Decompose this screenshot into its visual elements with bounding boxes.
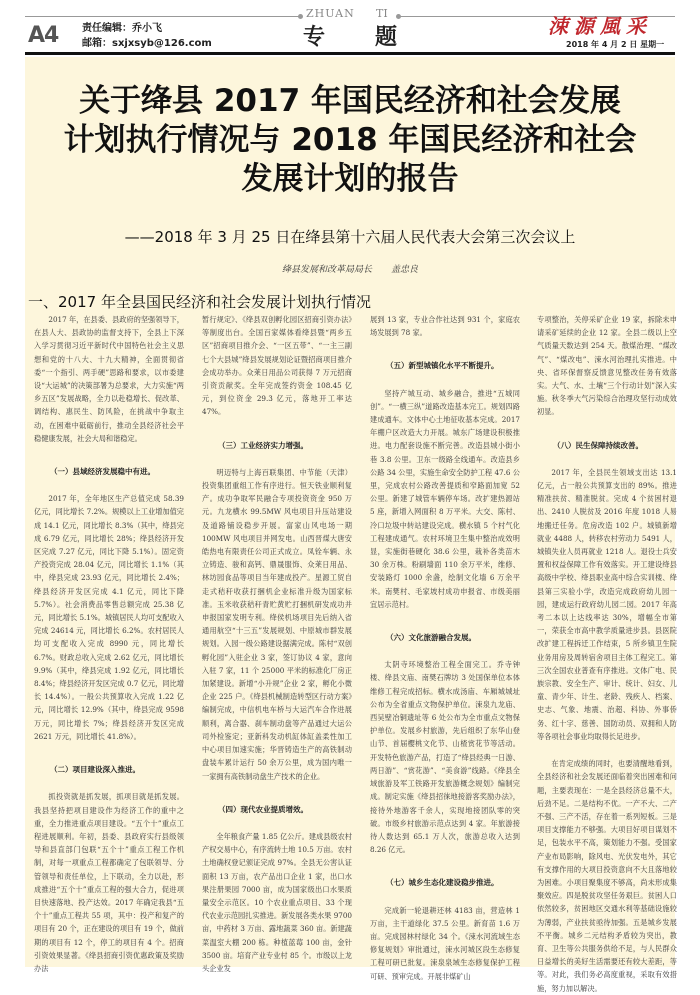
author-name: 盖忠良 bbox=[390, 265, 418, 275]
title-line: 计划执行情况与 2018 年国民经济和社会 bbox=[63, 122, 637, 158]
masthead-dot-right bbox=[396, 14, 401, 19]
paragraph: 全年粮食产量 1.85 亿公斤。建成县级农村产权交易中心，有序流转土地 10.5 万亩。农村土地确权登记颁证完成 97%。全县无公害认证面积 13 万亩，农产品出口企业 1 家，出口水果注册果园 7000 亩，成为国家级出口水果质量安全示范区。10 个农业重点项目、33 个现代农业示范园扎实推进。新发展各类水果 9700 亩，中药材 3 万亩、露地蔬菜 360 亩。新建蔬菜温室大棚 200 栋。种植蓝莓 100 亩，金针 3500 亩。培育产业专业村 85 个。市级以上龙头企业发 bbox=[202, 831, 352, 973]
section-heading: 一、2017 年全县国民经济和社会发展计划执行情况 bbox=[28, 293, 371, 311]
title-line: 发展计划的报告 bbox=[241, 161, 459, 197]
section-pinyin-right: TI bbox=[376, 7, 388, 20]
page-number: A4 bbox=[28, 23, 59, 48]
title-line: 关于绛县 2017 年国民经济和社会发展 bbox=[79, 83, 621, 119]
paragraph: 坚持产城互动、城乡融合，推进“五城同创”。“一横三纵”道路改造基本完工。规划四路建成通车。文体中心土地征收基本完成。2017 年棚户区改造大力开展。城东广场建设积极推进。电力配套设施不断完善。改造县城小街小巷 3.8 公里。卫东一级路全线通车。改造县乡公路 34 公里，实施生命安全防护工程 47.6 公里，完成农村公路改善提质和窄路面加宽 52 公里。新建了城管车辆停车场。改扩建热源站 5 座，新增入网面积 8 万平米。大交、陈村、冷口垃圾中转站建设完成。横水镇 5 个村气化工程建成通气。农村环境卫生集中整治成效明显，实施街巷硬化 38.6 公里，栽补各类苗木 30 余万株。粉刷墙面 110 余万平米，维修、安装路灯 1000 余盏，绘制文化墙 6 万余平米。南樊村、毛家坡村成功申报省、市级美丽宜居示范村。 bbox=[370, 388, 520, 609]
byline bbox=[25, 262, 675, 275]
editor-email: 邮箱：sxjxsyb@126.com bbox=[82, 38, 212, 49]
article-subtitle: ——2018 年 3 月 25 日在绛县第十六届人民代表大会第三次会议上 bbox=[124, 228, 576, 246]
editor-name: 责任编辑：乔小飞 bbox=[82, 23, 162, 34]
subheading: （四）现代农业提质增效。 bbox=[218, 804, 308, 814]
paragraph: 展到 13 家，专业合作社达到 931 个，家庭农场发展到 78 家。 bbox=[370, 315, 520, 338]
paragraph: 完成新一轮退耕还林 4183 亩，营造林 1 万亩，主干道绿化 37.5 公里。新育苗 1.6 万亩。完成园林村绿化 34 个。《涑水河流域生态修复规划》审批通过，涑水河城区段生态修复工程可研已批复。涑泉泉域生态修复保护工程可研、预审完成。开展非煤矿山 bbox=[370, 905, 520, 981]
paragraph: 2017 年，全县民生领域支出达 13.1 亿元，占一般公共预算支出的 89%。推进精准扶贫、精准脱贫。完成 4 个贫困村退出、2410 人脱贫及 2016 年度 1018 人易地搬迁任务。危房改造 102 户。城镇新增就业 4488 人，转移农村劳动力 5491 人，城镇失业人员再就业 1218 人。退役士兵安置和权益保障工作有效落实。开工建设绛县高级中学校、绛县职业高中综合实训楼、绛县第三实验小学，改造完成政府幼儿园一园，建成运行政府幼儿园二园。2017 年高考二本以上达线率达 30%，增幅全市第一，荣获全市高中教学质量进步县。县医院改扩建工程拆迁工作结束，5 所乡镇卫生院业务用房及周转宿舍项目主体工程完工。第三次全国农业普查有序推进。文体广电、民族宗教、安全生产、审计、统计、妇女、儿童、青少年、计生、老龄、残疾人、档案、史志、气象、地震、治超、科协、外事侨务、红十字、慈善、国防动员、双拥和人防等各项社会事业均取得长足进步。 bbox=[537, 467, 677, 741]
text-column-2 bbox=[202, 313, 352, 975]
paragraph: 在肯定成绩的同时，也要清醒地看到，全县经济和社会发展还面临着突出困难和问题，主要表现在：一是全县经济总量不大，后劲不足。二是结构不优。一产不大、二产不强、三产不活，存在着一系列短板。三是项目支撑能力不够强。大项目好项目谋划不足，包装水平不高，策划能力不强。受国家产业布局影响，除风电、光伏发电外，其它有支撑作用的大项目投资意向不大且落地较为困难。小项目聚集度不够高，尚未形成集聚效应。四是脱贫攻坚任务艰巨。贫困人口依然较多，贫困地区交通水利等基础设施较为薄弱，产业扶贫亟待加强。五是城乡发展不平衡。城乡二元结构矛盾较为突出，教育、卫生等公共服务供给不足，与人民群众日益增长的美好生活需要还有较大差距，等等。对此，我们务必高度重视，采取有效措施，努力加以解决。 bbox=[537, 759, 677, 993]
author-org: 绛县发展和改革局局长 bbox=[282, 265, 373, 275]
article-title bbox=[25, 82, 675, 199]
paragraph: 2017 年，在县委、县政府的坚强领导下，在县人大、县政协的监督支持下，全县上下深入学习贯彻习近平新时代中国特色社会主义思想和党的十八大、十九大精神，全面贯彻省委“一个指引、两手硬”思路和要求，以市委建设“大运城”的决策部署为总要求，大力实施“两乡五区”发展战略，全力以赴稳增长、促改革、调结构、惠民生、防风险，在挑战中争取主动，在困难中砥砺前行，推动全县经济社会平稳健康发展，社会大局和谐稳定。 bbox=[34, 315, 184, 443]
paragraph: 抓投资就是抓发展，抓项目就是抓发展。我县坚持把项目建设作为经济工作的重中之重，全力推进重点项目建设。“五个十”重点工程进展顺利。年初，县委、县政府实行县级领导和县直部门包联“五个十”重点工程工作机制，对每一项重点工程都确定了包联领导、分管领导和责任单位，上下联动，全力以赴，形成推进“五个十”重点工程的强大合力，促进项目快速落地、投产达效。2017 年确定我县“五个十”重点工程共 55 项，其中：投产和复产的项目有 20 个，正在建设的项目有 19 个，做前期的项目有 12 个，停工的项目有 4 个。招商引资效果显著。《绛县招商引资优惠政策及奖励办法 bbox=[34, 792, 184, 973]
subheading: （三）工业经济实力增强。 bbox=[218, 440, 308, 450]
subheading: （二）项目建设深入推进。 bbox=[50, 765, 140, 775]
editor-info bbox=[82, 21, 212, 51]
paragraph: 明迈特与上海百联集团、中节能（天津）投资集团重组工作有序进行。恒天铁业顺利复产。成功争取军民融合专项投资资金 950 万元。九龙横水 99.5MW 风电项目升压站建设及道路铺设稳步开展。富家山风电场一期 100MW 风电项目并网发电。山西晋煤大唐安皓热电有限责任公司正式成立。凤铨车辆、永立铸造、骏和高钙、鼎晟服饰、众莱日用品、林坊园食品等项目当年建成投产。星源工贸自走式秸秆收获打捆机企业标准升级为国家标准。玉米收获秸秆青贮黄贮打捆机研发成功并申报国家发明专利。绛侯机场项目先后纳入省通用航空“十三五”发展规划、中原城市群发展规划。入园一级公路建设据满完成。陈村“双创孵化园”入驻企业 3 家，签订协议 4 家，意向入驻 7 家，11 个 25000 平米的标准化厂房正加紧建设。新增“小升规”企业 2 家，孵化小微企业 225 户。《绛县机械制造转型区行动方案》编制完成，中信机电车桥与大运汽车合作进展顺利，离合器、刹车制动盘等产品通过大运公司外检鉴定；亚新科发动机缸体缸盖柔性加工中心项目加速实施；华晋铸造生产的高铁制动盘装车累计运行 50 余万公里，成为国内唯一一家拥有高铁制动盘生产技术的企业。 bbox=[202, 467, 352, 781]
paragraph: 2017 年，全年地区生产总值完成 58.39 亿元，同比增长 7.2%。规模以上工业增加值完成 14.1 亿元，同比增长 8.3%（其中，绛县完成 6.79 亿元，同比增长 28%；绛县经济开发区完成 7.27 亿元，同比下降 5.1%）。固定资产投资完成 28.04 亿元，同比增长 1.1%（其中，绛县完成 23.93 亿元，同比增长 2.4%；绛县经济开发区完成 4.1 亿元，同比下降 5.7%）。社会消费品零售总额完成 25.38 亿元，同比增长 5.1%。城镇居民人均可支配收入完成 24614 元，同比增长 6.2%。农村居民人均可支配收入完成 8990 元，同比增长 6.7%。财政总收入完成 2.62 亿元，同比增长 9.9%（其中，绛县完成 1.92 亿元，同比增长 8.4%；绛县经济开发区完成 0.7 亿元，同比增长 14.4%）。一般公共预算收入完成 1.22 亿元，同比增长 12.9%（其中，绛县完成 9598 万元，同比增长 7%；绛县经济开发区完成 2621 万元，同比增长 41.8%）。 bbox=[34, 494, 184, 741]
text-column-1 bbox=[34, 313, 184, 975]
section-pinyin-left: ZHUAN bbox=[306, 7, 355, 20]
section-name-right: 题 bbox=[375, 24, 398, 50]
section-name-left: 专 bbox=[303, 24, 326, 50]
subheading: （七）城乡生态化建设稳步推进。 bbox=[386, 878, 499, 888]
masthead-dot-left bbox=[298, 14, 303, 19]
issue-date: 2018 年 4 月 2 日 星期一 bbox=[566, 40, 665, 49]
subheading: （一）县域经济发展稳中有进。 bbox=[50, 467, 155, 477]
masthead-bottom-rule bbox=[25, 52, 675, 55]
paragraph: 暂行规定》、《绛县双创孵化园区招商引资办法》等制度出台。全国百家媒体看绛县暨“两乡五区”招商项目推介会、“一区五带”、“一主三副七个大县城”绛县发展规划论证暨招商项目推介会成功举办。众莱日用品公司获得 7 万元招商引资贡献奖。全年完成签约资金 108.45 亿元，到位资金 29.3 亿元，落地开工率达 47%。 bbox=[202, 315, 352, 417]
text-column-4 bbox=[537, 313, 677, 995]
paragraph: 专项整治，关停采矿企业 19 家，拆除未申请采矿延续的企业 12 家。全县二级以上空气质量天数达到 254 天。散煤治理、“煤改气”、“煤改电”、涑水河治理扎实推进。中央、省环保督察反馈意见整改任务有效落实。大气、水、土壤“三个行动计划”深入实施。秋冬季大气污染综合治理攻坚行动成效初显。 bbox=[537, 315, 677, 417]
text-column-3 bbox=[370, 313, 520, 983]
paragraph: 太阴寺环境整治工程全面完工。乔寺钟楼、绛县文庙、南樊石牌坊 3 处国保单位本体维修工程完成招标。横水成汤庙、车厢城城址公布为全省重点文物保护单位。涑泉九龙庙、西吴壁冶铜遗址等 6 处公布为全市重点文物保护单位。发展乡村旅游，先后组织了东华山登山节、首届樱桃文化节、山楂赏花节等活动。开发特色旅游产品，打造了“绛县经典一日游、两日游”、“赏花游”、“美食游”线路。《绛县全域旅游及军工铁路开发旅游概念规划》编制完成。制定实施《绛县招徕地接游客奖励办法》，接待外地游客千余人，实现地接团队零的突破。市级乡村旅游示范点达到 4 家。年旅游接待人数达到 65.1 万人次，旅游总收入达到 8.26 亿元。 bbox=[370, 660, 520, 855]
subheading: （六）文化旅游融合发展。 bbox=[386, 633, 476, 643]
masthead bbox=[0, 0, 700, 58]
newspaper-brand: 涑源風采 bbox=[548, 14, 652, 38]
subheading: （八）民生保障持续改善。 bbox=[553, 440, 643, 450]
subheading: （五）新型城镇化水平不断提升。 bbox=[386, 361, 499, 371]
masthead-rule-left bbox=[25, 16, 300, 17]
